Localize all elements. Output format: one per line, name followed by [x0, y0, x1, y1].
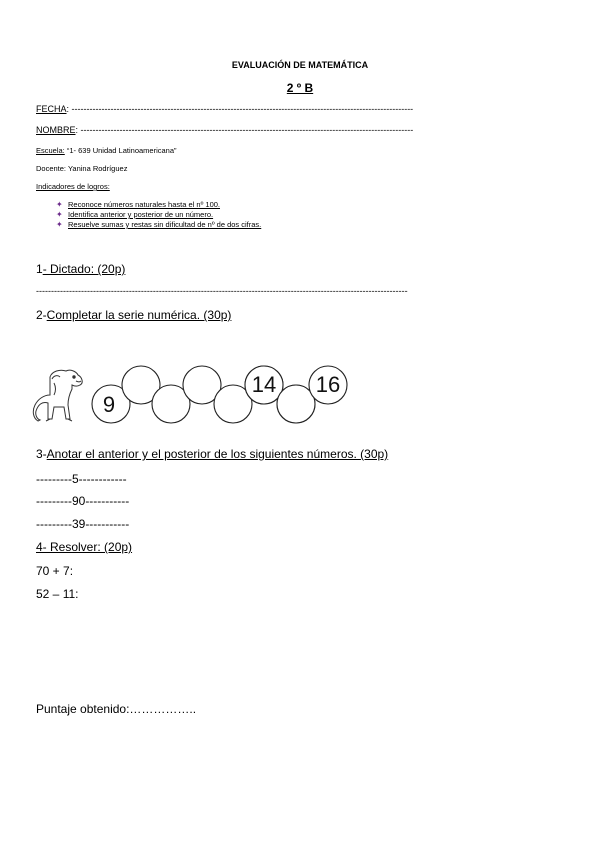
escuela-value: “1- 639 Unidad Latinoamericana”: [64, 146, 177, 155]
nombre-field[interactable]: [36, 125, 413, 135]
nombre-label: NOMBRE: [36, 125, 76, 135]
number-series-figure: [30, 355, 360, 435]
resolver-item[interactable]: 52 – 11:: [36, 587, 79, 601]
anterior-posterior-row[interactable]: ---------90-----------: [36, 494, 130, 508]
docente-line: Docente: Yanina Rodríguez: [36, 164, 128, 173]
resolver-item[interactable]: 70 + 7:: [36, 564, 74, 578]
anterior-posterior-row[interactable]: ---------5------------: [36, 472, 127, 486]
section-dictado-heading: 1- Dictado: (20p): [36, 262, 126, 276]
dictado-answer-line[interactable]: ----------------------------------------------------------------------------------------------------------------------------: [36, 286, 408, 296]
indicador-item: ✦ Reconoce números naturales hasta el nº 100.: [56, 200, 220, 209]
arrow-down-icon: ✦: [56, 210, 63, 219]
fecha-line: : ------------------------------------------------------------------------------------------------------------------: [66, 104, 414, 114]
escuela-line: [36, 146, 177, 155]
score-line[interactable]: Puntaje obtenido:……………..: [36, 702, 197, 716]
page-title: EVALUACIÓN DE MATEMÁTICA: [231, 60, 369, 70]
indicador-item: ✦ Resuelve sumas y restas sin dificultad de nº de dos cifras.: [56, 220, 262, 229]
anterior-posterior-row[interactable]: ---------39-----------: [36, 517, 130, 531]
series-value-first: 9: [102, 392, 116, 417]
section-serie-heading: 2-Completar la serie numérica. (30p): [36, 308, 232, 322]
indicador-item: ✦ Identifica anterior y posterior de un número.: [56, 210, 214, 219]
escuela-label: Escuela:: [36, 146, 65, 155]
indicadores-label: Indicadores de logros:: [36, 182, 110, 191]
fecha-label: FECHA: [36, 104, 67, 114]
series-value-14: 14: [251, 372, 277, 397]
section-resolver-heading: 4- Resolver: (20p): [36, 540, 133, 554]
nombre-line: : ---------------------------------------------------------------------------------------------------------------: [75, 125, 414, 135]
fecha-field[interactable]: [36, 104, 413, 114]
section-anterior-posterior-heading: 3-Anotar el anterior y el posterior de los siguientes números. (30p): [36, 447, 389, 461]
series-value-16: 16: [315, 372, 341, 397]
arrow-down-icon: ✦: [56, 200, 63, 209]
arrow-down-icon: ✦: [56, 220, 63, 229]
dog-icon: [33, 370, 82, 421]
grade-label: 2 º B: [286, 81, 314, 95]
